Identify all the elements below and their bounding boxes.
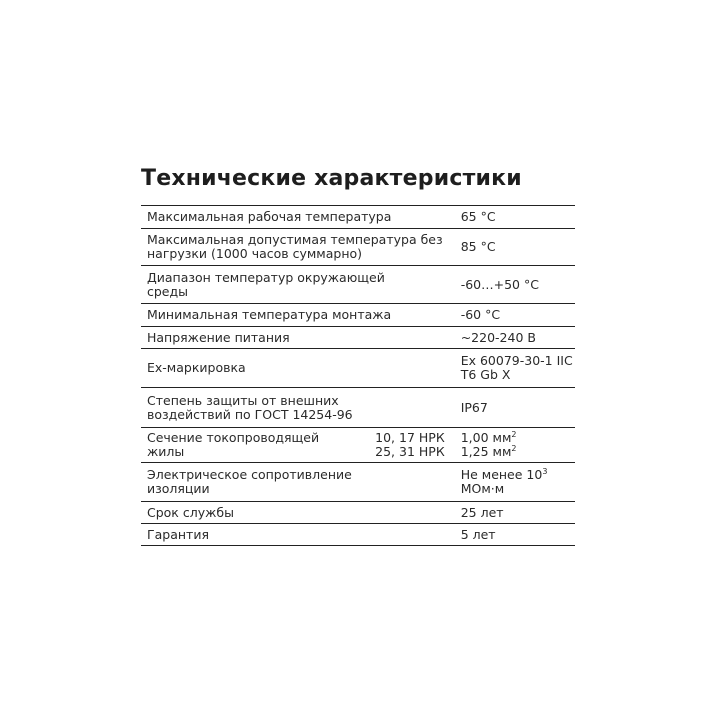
spec-value: IP67: [453, 388, 575, 428]
spec-label: Сечение токопроводящей жилы: [147, 430, 320, 459]
table-row: [141, 524, 575, 546]
spec-value-cell: [453, 463, 575, 502]
spec-value: Ex 60079-30-1 IIC T6 Gb X: [453, 349, 575, 388]
spec-label: Электрическое сопротивление изоляции: [141, 463, 453, 502]
spec-label-cell: [141, 428, 453, 463]
table-row: [141, 349, 575, 388]
spec-label: Ex-маркировка: [141, 349, 453, 388]
spec-value: 85 °C: [453, 229, 575, 266]
superscript: 2: [511, 430, 517, 439]
specifications-table: [141, 205, 575, 546]
table-row: [141, 229, 575, 266]
spec-label: Срок службы: [141, 502, 453, 524]
superscript: 2: [511, 444, 517, 453]
spec-value-unit: МОм·м: [460, 481, 505, 496]
spec-label: Степень защиты от внешних воздействий по ГОСТ 14254-96: [141, 388, 453, 428]
page-title: Технические характеристики: [141, 166, 522, 191]
spec-value-cell: [453, 428, 575, 463]
spec-label: Гарантия: [141, 524, 453, 546]
spec-label: Максимальная допустимая температура без нагрузки (1000 часов суммарно): [141, 229, 453, 266]
spec-sublabel: 25, 31 НРК: [375, 444, 445, 459]
spec-value: 1,00 мм: [460, 430, 512, 445]
spec-label: Минимальная температура монтажа: [141, 304, 453, 327]
spec-value: 1,25 мм: [460, 444, 512, 459]
spec-value: ~220-240 В: [453, 327, 575, 349]
spec-sublabels: [375, 431, 453, 459]
spec-value: 25 лет: [453, 502, 575, 524]
table-row: [141, 388, 575, 428]
spec-value: Не менее 10: [460, 467, 543, 482]
table-row: [141, 463, 575, 502]
table-row: [141, 502, 575, 524]
table-row: [141, 428, 575, 463]
spec-value: 65 °C: [453, 206, 575, 229]
table-row: [141, 206, 575, 229]
spec-value: -60 °C: [453, 304, 575, 327]
table-row: [141, 327, 575, 349]
table-row: [141, 304, 575, 327]
spec-label: Напряжение питания: [141, 327, 453, 349]
spec-value: -60…+50 °C: [453, 266, 575, 304]
spec-sublabel: 10, 17 НРК: [375, 430, 445, 445]
table-row: [141, 266, 575, 304]
spec-value: 5 лет: [453, 524, 575, 546]
spec-label: Диапазон температур окружающей среды: [141, 266, 453, 304]
spec-label: Максимальная рабочая температура: [141, 206, 453, 229]
superscript: 3: [542, 467, 548, 476]
